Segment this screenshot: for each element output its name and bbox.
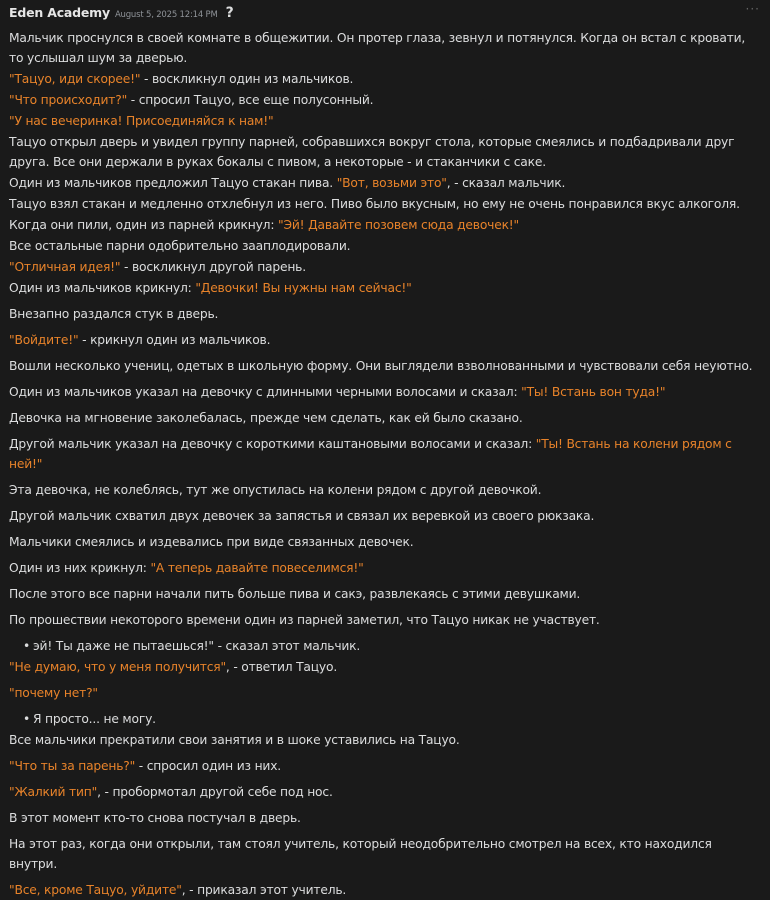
message-header	[9, 5, 234, 21]
narration-text: Тацуо открыл дверь и увидел группу парней, собравшихся вокруг стола, которые смеялись и подбадривали друг друга. Все они держали в руках бокалы с пивом, а некоторые - и стаканчики с саке.	[9, 134, 735, 169]
dialogue-quote: "Ты! Встань вон туда!"	[521, 384, 666, 399]
paragraph	[9, 303, 761, 324]
dialogue-quote: "Эй! Давайте позовем сюда девочек!"	[278, 217, 519, 232]
paragraph	[9, 329, 761, 350]
paragraph	[9, 381, 761, 402]
narration-text: - воскликнул один из мальчиков.	[140, 71, 354, 86]
narration-text: , - сказал мальчик.	[446, 175, 566, 190]
narration-text: На этот раз, когда они открыли, там стоял учитель, который неодобрительно смотрел на всех, кто находился внутри.	[9, 836, 712, 871]
paragraph	[9, 557, 761, 578]
paragraph	[9, 27, 761, 68]
timestamp: August 5, 2025 12:14 PM	[114, 10, 218, 20]
narration-text: Один из мальчиков предложил Тацуо стакан пива.	[9, 175, 337, 190]
narration-text: Когда они пили, один из парней крикнул:	[9, 217, 278, 232]
narration-text: Другой мальчик указал на девочку с короткими каштановыми волосами и сказал:	[9, 436, 536, 451]
narration-text: - спросил один из них.	[135, 758, 281, 773]
narration-text: В этот момент кто-то снова постучал в дверь.	[9, 810, 301, 825]
paragraph	[9, 110, 761, 131]
dialogue-quote: "Отличная идея!"	[9, 259, 121, 274]
narration-text: После этого все парни начали пить больше пива и сакэ, развлекаясь с этими девушками.	[9, 586, 581, 601]
paragraph	[9, 433, 761, 474]
paragraph	[9, 172, 761, 193]
paragraph	[9, 235, 761, 256]
bullet-item	[9, 635, 761, 656]
paragraph	[9, 407, 761, 428]
narration-text: Все мальчики прекратили свои занятия и в шоке уставились на Тацуо.	[9, 732, 460, 747]
dialogue-quote: "почему нет?"	[9, 685, 98, 700]
narration-text: Мальчик проснулся в своей комнате в общежитии. Он протер глаза, зевнул и потянулся. Когда он встал с кровати, то услышал шум за дверью.	[9, 30, 746, 65]
dialogue-quote: "Войдите!"	[9, 332, 79, 347]
paragraph	[9, 833, 761, 874]
narration-text: Я просто... не могу.	[33, 711, 156, 726]
narration-text: , - приказал этот учитель.	[181, 882, 347, 897]
paragraph	[9, 131, 761, 172]
narration-text: , - пробормотал другой себе под нос.	[97, 784, 333, 799]
narration-text: Эта девочка, не колеблясь, тут же опустилась на колени рядом с другой девочкой.	[9, 482, 542, 497]
narration-text: - воскликнул другой парень.	[120, 259, 306, 274]
paragraph	[9, 355, 761, 376]
bullet-item	[9, 708, 761, 729]
narration-text: Внезапно раздался стук в дверь.	[9, 306, 219, 321]
narration-text: - спросил Тацуо, все еще полусонный.	[127, 92, 374, 107]
paragraph	[9, 609, 761, 630]
paragraph	[9, 656, 761, 677]
dialogue-quote: "Ты! Встань на колени рядом с ней!"	[9, 436, 732, 471]
narration-text: , - ответил Тацуо.	[225, 659, 338, 674]
paragraph	[9, 256, 761, 277]
narration-text: Все остальные парни одобрительно зааплодировали.	[9, 238, 351, 253]
narration-text: По прошествии некоторого времени один из парней заметил, что Тацуо никак не участвует.	[9, 612, 600, 627]
dialogue-quote: "Жалкий тип"	[9, 784, 98, 799]
paragraph	[9, 879, 761, 900]
author-name[interactable]: Eden Academy	[9, 5, 110, 20]
paragraph	[9, 682, 761, 703]
paragraph	[9, 193, 761, 214]
paragraph	[9, 781, 761, 802]
dialogue-quote: "У нас вечеринка! Присоединяйся к нам!"	[9, 113, 274, 128]
more-options-icon[interactable]: ···	[745, 2, 760, 16]
dialogue-quote: "А теперь давайте повеселимся!"	[150, 560, 364, 575]
narration-text: Мальчики смеялись и издевались при виде связанных девочек.	[9, 534, 414, 549]
dialogue-quote: "Все, кроме Тацуо, уйдите"	[9, 882, 182, 897]
paragraph	[9, 89, 761, 110]
dialogue-quote: "Девочки! Вы нужны нам сейчас!"	[195, 280, 412, 295]
narration-text: Один из мальчиков крикнул:	[9, 280, 196, 295]
paragraph	[9, 505, 761, 526]
dialogue-quote: "Тацуо, иди скорее!"	[9, 71, 141, 86]
message-content	[9, 27, 761, 900]
paragraph	[9, 479, 761, 500]
narration-text: Тацуо взял стакан и медленно отхлебнул из него. Пиво было вкусным, но ему не очень понравился вкус алкоголя.	[9, 196, 740, 211]
narration-text: Один из них крикнул:	[9, 560, 151, 575]
paragraph	[9, 68, 761, 89]
narration-text: эй! Ты даже не пытаешься!" - сказал этот мальчик.	[33, 638, 361, 653]
dialogue-quote: "Что происходит?"	[9, 92, 128, 107]
paragraph	[9, 807, 761, 828]
paragraph	[9, 214, 761, 235]
narration-text: Один из мальчиков указал на девочку с длинными черными волосами и сказал:	[9, 384, 522, 399]
paragraph	[9, 583, 761, 604]
paragraph	[9, 729, 761, 750]
paragraph	[9, 755, 761, 776]
paragraph	[9, 531, 761, 552]
help-icon[interactable]: ?	[225, 5, 234, 21]
narration-text: - крикнул один из мальчиков.	[78, 332, 271, 347]
dialogue-quote: "Не думаю, что у меня получится"	[9, 659, 226, 674]
narration-text: Вошли несколько учениц, одетых в школьную форму. Они выглядели взволнованными и чувствовали себя неуютно.	[9, 358, 753, 373]
paragraph	[9, 277, 761, 298]
narration-text: Девочка на мгновение заколебалась, прежде чем сделать, как ей было сказано.	[9, 410, 523, 425]
dialogue-quote: "Что ты за парень?"	[9, 758, 136, 773]
narration-text: Другой мальчик схватил двух девочек за запястья и связал их веревкой из своего рюкзака.	[9, 508, 595, 523]
dialogue-quote: "Вот, возьми это"	[336, 175, 447, 190]
